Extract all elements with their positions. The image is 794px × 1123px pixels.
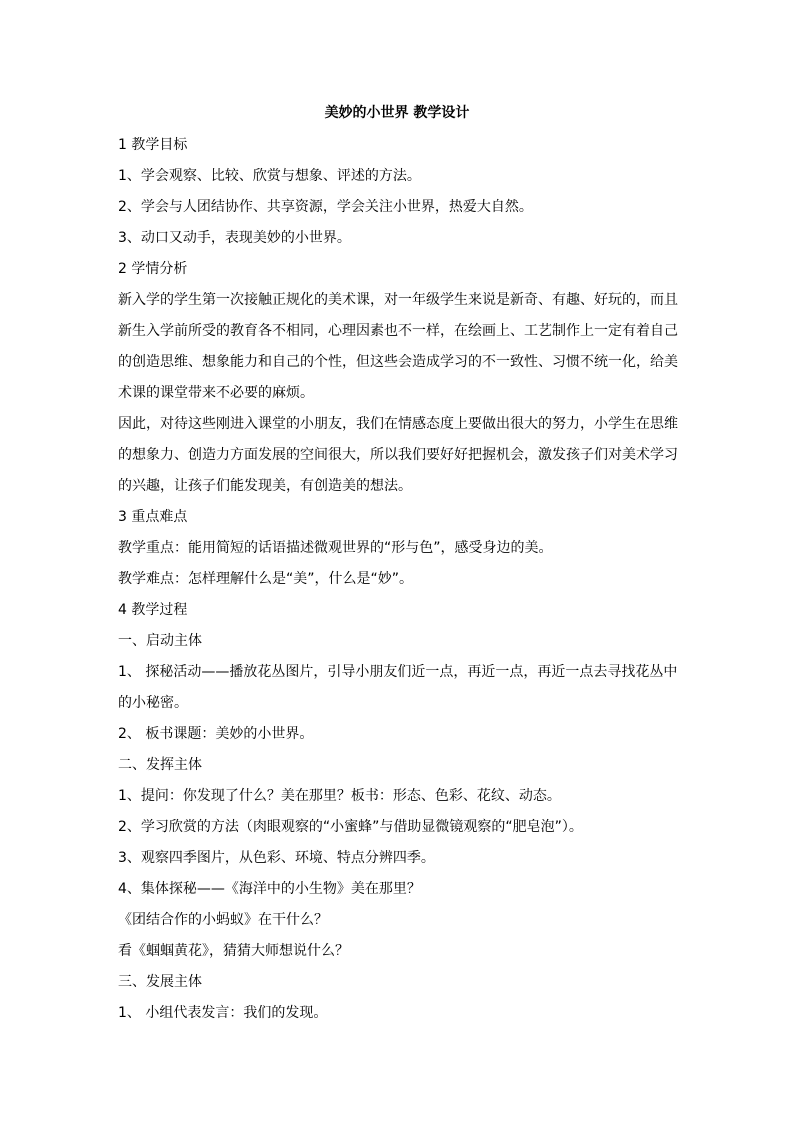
paragraph-line: 术课的课堂带来不必要的麻烦。 [118, 385, 314, 401]
subsection-heading: 三、发展主体 [118, 974, 202, 990]
objective-item: 3、动口又动手，表现美妙的小世界。 [118, 230, 351, 246]
paragraph-line: 因此，对待这些刚进入课堂的小朋友，我们在情感态度上要做出很大的努力，小学生在思维 [118, 416, 678, 432]
paragraph-line: 的想象力、创造力方面发展的空间很大，所以我们要好好把握机会，激发孩子们对美术学习 [118, 447, 678, 463]
process-item: 1、 小组代表发言：我们的发现。 [118, 1005, 328, 1021]
objective-item: 2、学会与人团结协作、共享资源，学会关注小世界，热爱大自然。 [118, 199, 533, 215]
document-body [118, 130, 680, 1029]
document-title: 美妙的小世界 教学设计 [324, 105, 470, 121]
paragraph-line: 新生入学前所受的教育各不相同，心理因素也不一样，在绘画上、工艺制作上一定有着自己 [118, 323, 678, 339]
difficulty-item: 教学难点：怎样理解什么是“美”，什么是“妙”。 [118, 571, 414, 587]
process-item: 4、集体探秘——《海洋中的小生物》美在那里？ [118, 881, 421, 897]
paragraph-line: 新入学的学生第一次接触正规化的美术课，对一年级学生来说是新奇、有趣、好玩的，而且 [118, 292, 678, 308]
analysis-paragraph [118, 285, 680, 409]
subsection-heading: 二、发挥主体 [118, 757, 202, 773]
section-heading-analysis: 2 学情分析 [118, 261, 188, 277]
paragraph-line: 的小秘密。 [118, 695, 188, 711]
section-heading-process: 4 教学过程 [118, 602, 188, 618]
process-paragraph [118, 657, 680, 719]
process-item: 1、提问：你发现了什么？美在那里？板书：形态、色彩、花纹、动态。 [118, 788, 561, 804]
analysis-paragraph [118, 409, 680, 502]
objective-item: 1、学会观察、比较、欣赏与想象、评述的方法。 [118, 168, 421, 184]
paragraph-line: 的创造思维、想象能力和自己的个性，但这些会造成学习的不一致性、习惯不统一化，给美 [118, 354, 678, 370]
process-item: 2、 板书课题：美妙的小世界。 [118, 726, 314, 742]
process-item: 2、学习欣赏的方法（肉眼观察的“小蜜蜂”与借助显微镜观察的“肥皂泡”）。 [118, 819, 583, 835]
key-point-item: 教学重点：能用简短的话语描述微观世界的“形与色”，感受身边的美。 [118, 540, 553, 556]
process-item: 3、观察四季图片，从色彩、环境、特点分辨四季。 [118, 850, 435, 866]
section-heading-key-points: 3 重点难点 [118, 509, 188, 525]
section-heading-objectives: 1 教学目标 [118, 137, 188, 153]
process-item: 《团结合作的小蚂蚁》在干什么？ [118, 912, 328, 928]
paragraph-line: 1、 探秘活动——播放花丛图片，引导小朋友们近一点，再近一点，再近一点去寻找花丛中 [118, 664, 678, 680]
subsection-heading: 一、启动主体 [118, 633, 202, 649]
process-item: 看《蝈蝈黄花》，猜猜大师想说什么？ [118, 943, 349, 959]
paragraph-line: 的兴趣，让孩子们能发现美，有创造美的想法。 [118, 478, 412, 494]
